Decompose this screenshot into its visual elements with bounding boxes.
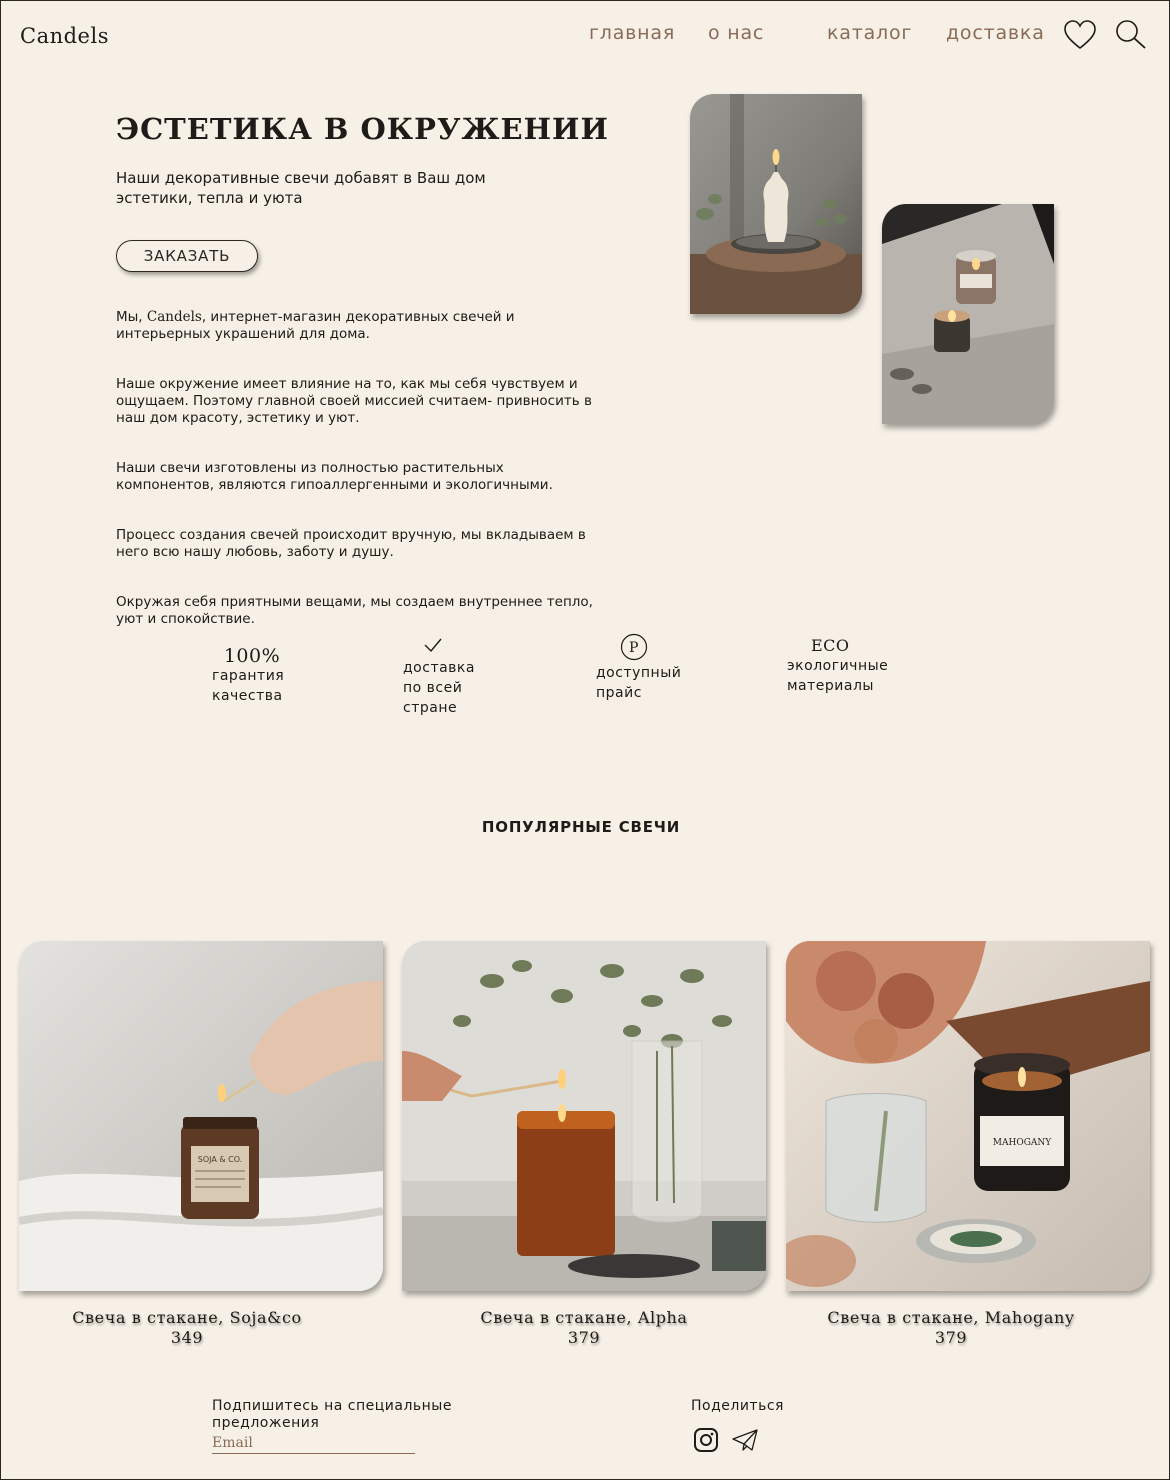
about-text: Мы, xyxy=(116,309,147,325)
about-paragraph: Наши свечи изготовлены из полностью растительных компонентов, являются гипоаллергенными и экологичными. xyxy=(116,460,553,493)
share-label: Поделиться xyxy=(691,1398,784,1414)
product-card-alpha xyxy=(402,1308,766,1348)
telegram-icon[interactable] xyxy=(731,1428,759,1452)
product-image-soja[interactable] xyxy=(19,941,383,1291)
product-name[interactable]: Свеча в стакане, Alpha xyxy=(480,1308,688,1327)
hero-photo-jar-candles xyxy=(882,204,1054,424)
jar-label: SOJA & CO. xyxy=(197,1155,243,1164)
product-image-mahogany[interactable] xyxy=(786,941,1150,1291)
about-text: , интернет-магазин декоративных свечей и интерьерных украшений для дома. xyxy=(116,309,515,342)
email-field[interactable] xyxy=(212,1432,415,1454)
product-name[interactable]: Свеча в стакане, Mahogany xyxy=(827,1308,1075,1327)
hero-photo-sculpture-candle xyxy=(690,94,862,314)
popular-title: ПОПУЛЯРНЫЕ СВЕЧИ xyxy=(481,818,681,836)
logo[interactable]: Candels xyxy=(20,24,109,48)
heart-icon[interactable] xyxy=(1063,19,1097,51)
product-card-soja xyxy=(19,1308,355,1348)
feature-label: экологичные материалы xyxy=(787,658,889,694)
product-name[interactable]: Свеча в стакане, Soja&co xyxy=(72,1308,302,1327)
price-circle-icon xyxy=(596,633,706,663)
svg-text:P: P xyxy=(629,640,639,656)
product-image-alpha[interactable] xyxy=(402,941,766,1291)
instagram-icon[interactable] xyxy=(693,1427,719,1453)
about-paragraph: Окружая себя приятными вещами, мы создаем внутреннее тепло, уют и спокойствие. xyxy=(116,594,593,627)
about-paragraph: Наше окружение имеет влияние на то, как мы себя чувствуем и ощущаем. Поэтому главной своей миссией считаем- привносить в наш дом красоту, эстетику и уют. xyxy=(116,376,592,426)
jar-label: MAHOGANY xyxy=(992,1138,1052,1148)
product-price: 379 xyxy=(934,1328,968,1347)
nav-link-about[interactable]: о нас xyxy=(708,22,765,44)
feature-eco xyxy=(787,636,907,696)
eco-mark: ECO xyxy=(811,636,850,655)
search-icon[interactable] xyxy=(1114,18,1148,50)
nav-link-home[interactable]: главная xyxy=(589,22,676,44)
nav-link-delivery[interactable]: доставка xyxy=(946,22,1045,44)
feature-delivery xyxy=(403,636,493,718)
subscribe-label: Подпишитесь на специальные предложения xyxy=(212,1398,452,1431)
order-button[interactable]: ЗАКАЗАТЬ xyxy=(116,240,258,272)
nav-link-catalog[interactable]: каталог xyxy=(827,22,913,44)
feature-quality xyxy=(212,646,302,706)
hero-subtitle: Наши декоративные свечи добавят в Ваш дом эстетики, тепла и уюта xyxy=(116,169,486,207)
about-paragraph xyxy=(116,309,606,343)
feature-label: доставка по всей стране xyxy=(403,660,475,716)
about-brand: Candels xyxy=(146,309,202,325)
feature-price xyxy=(596,633,706,703)
checkmark-icon xyxy=(403,636,493,658)
about-paragraph: Процесс создания свечей происходит вручную, мы вкладываем в него всю нашу любовь, заботу и душу. xyxy=(116,527,586,560)
percent-mark: 100% xyxy=(223,645,281,667)
product-price: 349 xyxy=(170,1328,204,1347)
hero-title: ЭСТЕТИКА В ОКРУЖЕНИИ xyxy=(116,112,609,146)
product-price: 379 xyxy=(567,1328,601,1347)
feature-label: доступный прайс xyxy=(596,665,682,701)
feature-label: гарантия качества xyxy=(212,668,285,704)
product-card-mahogany xyxy=(786,1308,1116,1348)
